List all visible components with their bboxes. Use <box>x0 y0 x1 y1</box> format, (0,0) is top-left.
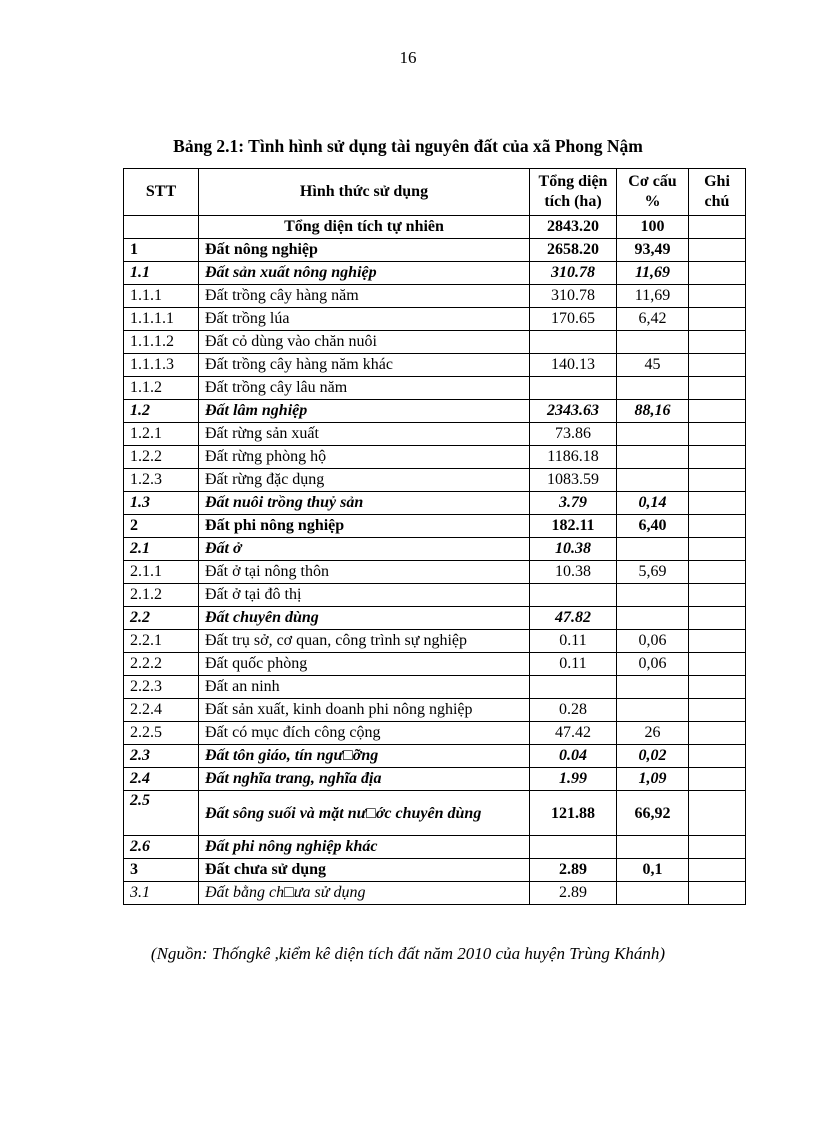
cell-stt: 2.6 <box>124 836 199 859</box>
cell-note <box>689 469 746 492</box>
cell-note <box>689 400 746 423</box>
cell-name: Đất sông suối và mặt nư□ớc chuyên dùng <box>199 791 530 836</box>
cell-name: Đất phi nông nghiệp <box>199 515 530 538</box>
header-usage: Hình thức sử dụng <box>199 169 530 216</box>
table-row <box>124 262 746 285</box>
cell-name: Đất phi nông nghiệp khác <box>199 836 530 859</box>
cell-stt: 1.2.3 <box>124 469 199 492</box>
cell-area: 0.11 <box>530 630 617 653</box>
cell-area <box>530 584 617 607</box>
header-area: Tổng diện tích (ha) <box>530 169 617 216</box>
cell-name: Đất nuôi trồng thuỷ sản <box>199 492 530 515</box>
table-row <box>124 216 746 239</box>
cell-share: 45 <box>617 354 689 377</box>
cell-area: 2843.20 <box>530 216 617 239</box>
table-row <box>124 285 746 308</box>
cell-stt: 1.1.1.1 <box>124 308 199 331</box>
cell-note <box>689 836 746 859</box>
cell-share <box>617 423 689 446</box>
cell-name: Đất trồng cây lâu năm <box>199 377 530 400</box>
cell-name: Đất chuyên dùng <box>199 607 530 630</box>
cell-name: Đất trồng lúa <box>199 308 530 331</box>
cell-name: Đất rừng đặc dụng <box>199 469 530 492</box>
cell-stt: 2.2.4 <box>124 699 199 722</box>
cell-name: Đất ở <box>199 538 530 561</box>
cell-share: 66,92 <box>617 791 689 836</box>
cell-note <box>689 308 746 331</box>
cell-note <box>689 791 746 836</box>
cell-note <box>689 538 746 561</box>
cell-name: Đất trụ sở, cơ quan, công trình sự nghiệp <box>199 630 530 653</box>
cell-note <box>689 699 746 722</box>
table-row <box>124 423 746 446</box>
cell-note <box>689 882 746 905</box>
cell-stt: 2.2.1 <box>124 630 199 653</box>
cell-area: 310.78 <box>530 285 617 308</box>
source-note: (Nguồn: Thốngkê ,kiểm kê diện tích đất năm 2010 của huyện Trùng Khánh) <box>150 944 666 963</box>
cell-share <box>617 331 689 354</box>
cell-stt: 2.4 <box>124 768 199 791</box>
cell-name: Đất trồng cây hàng năm <box>199 285 530 308</box>
cell-stt: 2.2.3 <box>124 676 199 699</box>
cell-share: 26 <box>617 722 689 745</box>
cell-share <box>617 607 689 630</box>
cell-share <box>617 584 689 607</box>
cell-stt: 1.2.1 <box>124 423 199 446</box>
cell-note <box>689 561 746 584</box>
table-row <box>124 515 746 538</box>
cell-name: Đất trồng cây hàng năm khác <box>199 354 530 377</box>
cell-name: Đất sản xuất, kinh doanh phi nông nghiệp <box>199 699 530 722</box>
cell-note <box>689 859 746 882</box>
cell-note <box>689 768 746 791</box>
table-row <box>124 791 746 836</box>
cell-area: 10.38 <box>530 538 617 561</box>
table-row <box>124 630 746 653</box>
cell-share <box>617 446 689 469</box>
cell-share: 1,09 <box>617 768 689 791</box>
cell-note <box>689 607 746 630</box>
cell-note <box>689 653 746 676</box>
cell-stt: 2.1.1 <box>124 561 199 584</box>
table-row <box>124 469 746 492</box>
cell-area: 2658.20 <box>530 239 617 262</box>
cell-share: 6,40 <box>617 515 689 538</box>
cell-area: 182.11 <box>530 515 617 538</box>
table-header-row <box>124 169 746 216</box>
cell-area: 1083.59 <box>530 469 617 492</box>
cell-name: Đất rừng sản xuất <box>199 423 530 446</box>
cell-stt: 1.2 <box>124 400 199 423</box>
cell-share: 11,69 <box>617 262 689 285</box>
cell-stt: 3 <box>124 859 199 882</box>
cell-stt: 2 <box>124 515 199 538</box>
cell-area <box>530 377 617 400</box>
cell-stt: 2.3 <box>124 745 199 768</box>
cell-area: 2343.63 <box>530 400 617 423</box>
cell-name: Đất an ninh <box>199 676 530 699</box>
table-row <box>124 768 746 791</box>
cell-share: 93,49 <box>617 239 689 262</box>
cell-note <box>689 745 746 768</box>
land-use-table <box>123 168 746 905</box>
cell-area: 47.42 <box>530 722 617 745</box>
cell-note <box>689 630 746 653</box>
cell-area: 2.89 <box>530 882 617 905</box>
cell-share: 0,1 <box>617 859 689 882</box>
cell-stt: 2.1.2 <box>124 584 199 607</box>
cell-stt: 2.1 <box>124 538 199 561</box>
cell-note <box>689 262 746 285</box>
cell-stt: 1.1.2 <box>124 377 199 400</box>
header-stt: STT <box>124 169 199 216</box>
table-row <box>124 859 746 882</box>
cell-share: 6,42 <box>617 308 689 331</box>
table-row <box>124 653 746 676</box>
cell-note <box>689 354 746 377</box>
cell-share: 11,69 <box>617 285 689 308</box>
cell-share <box>617 882 689 905</box>
cell-area: 0.04 <box>530 745 617 768</box>
table-row <box>124 308 746 331</box>
cell-share <box>617 676 689 699</box>
cell-area: 0.11 <box>530 653 617 676</box>
cell-note <box>689 239 746 262</box>
cell-share: 5,69 <box>617 561 689 584</box>
cell-share <box>617 469 689 492</box>
cell-share <box>617 377 689 400</box>
page-number: 16 <box>399 48 417 67</box>
cell-stt: 1.1 <box>124 262 199 285</box>
cell-note <box>689 676 746 699</box>
cell-stt: 2.5 <box>124 791 199 836</box>
cell-share <box>617 836 689 859</box>
table-row <box>124 836 746 859</box>
cell-note <box>689 377 746 400</box>
cell-stt: 1.1.1.3 <box>124 354 199 377</box>
cell-name: Đất nghĩa trang, nghĩa địa <box>199 768 530 791</box>
table-row <box>124 492 746 515</box>
cell-name: Đất rừng phòng hộ <box>199 446 530 469</box>
cell-note <box>689 446 746 469</box>
cell-share: 88,16 <box>617 400 689 423</box>
cell-area: 170.65 <box>530 308 617 331</box>
table-row <box>124 538 746 561</box>
cell-name: Tổng diện tích tự nhiên <box>199 216 530 239</box>
cell-stt: 1.1.1.2 <box>124 331 199 354</box>
cell-note <box>689 515 746 538</box>
cell-stt: 2.2.5 <box>124 722 199 745</box>
cell-area: 121.88 <box>530 791 617 836</box>
cell-share <box>617 699 689 722</box>
cell-note <box>689 492 746 515</box>
cell-area: 10.38 <box>530 561 617 584</box>
cell-area: 1.99 <box>530 768 617 791</box>
cell-name: Đất quốc phòng <box>199 653 530 676</box>
cell-area <box>530 676 617 699</box>
cell-stt: 1.3 <box>124 492 199 515</box>
cell-area: 47.82 <box>530 607 617 630</box>
header-note: Ghi chú <box>689 169 746 216</box>
cell-name: Đất chưa sử dụng <box>199 859 530 882</box>
cell-stt: 2.2.2 <box>124 653 199 676</box>
table-row <box>124 354 746 377</box>
cell-area: 140.13 <box>530 354 617 377</box>
table-row <box>124 446 746 469</box>
cell-stt <box>124 216 199 239</box>
header-share: Cơ cấu % <box>617 169 689 216</box>
cell-note <box>689 285 746 308</box>
cell-stt: 2.2 <box>124 607 199 630</box>
cell-area: 2.89 <box>530 859 617 882</box>
cell-name: Đất sản xuất nông nghiệp <box>199 262 530 285</box>
cell-note <box>689 331 746 354</box>
table-row <box>124 239 746 262</box>
cell-name: Đất lâm nghiệp <box>199 400 530 423</box>
table-row <box>124 584 746 607</box>
cell-share: 0,06 <box>617 630 689 653</box>
cell-stt: 3.1 <box>124 882 199 905</box>
cell-area <box>530 331 617 354</box>
cell-note <box>689 216 746 239</box>
cell-area: 1186.18 <box>530 446 617 469</box>
cell-stt: 1.1.1 <box>124 285 199 308</box>
table-row <box>124 676 746 699</box>
cell-area <box>530 836 617 859</box>
cell-name: Đất ở tại đô thị <box>199 584 530 607</box>
cell-name: Đất nông nghiệp <box>199 239 530 262</box>
cell-share: 0,14 <box>617 492 689 515</box>
cell-share: 0,02 <box>617 745 689 768</box>
cell-share: 100 <box>617 216 689 239</box>
cell-area: 310.78 <box>530 262 617 285</box>
table-row <box>124 745 746 768</box>
cell-stt: 1.2.2 <box>124 446 199 469</box>
table-row <box>124 882 746 905</box>
table-caption: Bảng 2.1: Tình hình sử dụng tài nguyên đất của xã Phong Nậm <box>173 136 643 156</box>
cell-name: Đất ở tại nông thôn <box>199 561 530 584</box>
cell-area: 3.79 <box>530 492 617 515</box>
table-row <box>124 561 746 584</box>
cell-area: 73.86 <box>530 423 617 446</box>
cell-note <box>689 423 746 446</box>
cell-stt: 1 <box>124 239 199 262</box>
cell-note <box>689 584 746 607</box>
table-row <box>124 722 746 745</box>
cell-name: Đất tôn giáo, tín ngư□ỡng <box>199 745 530 768</box>
cell-area: 0.28 <box>530 699 617 722</box>
table-row <box>124 607 746 630</box>
table-row <box>124 377 746 400</box>
cell-name: Đất có mục đích công cộng <box>199 722 530 745</box>
table-row <box>124 699 746 722</box>
table-row <box>124 400 746 423</box>
cell-share: 0,06 <box>617 653 689 676</box>
cell-name: Đất cỏ dùng vào chăn nuôi <box>199 331 530 354</box>
cell-note <box>689 722 746 745</box>
cell-share <box>617 538 689 561</box>
cell-name: Đất bằng ch□ưa sử dụng <box>199 882 530 905</box>
table-row <box>124 331 746 354</box>
